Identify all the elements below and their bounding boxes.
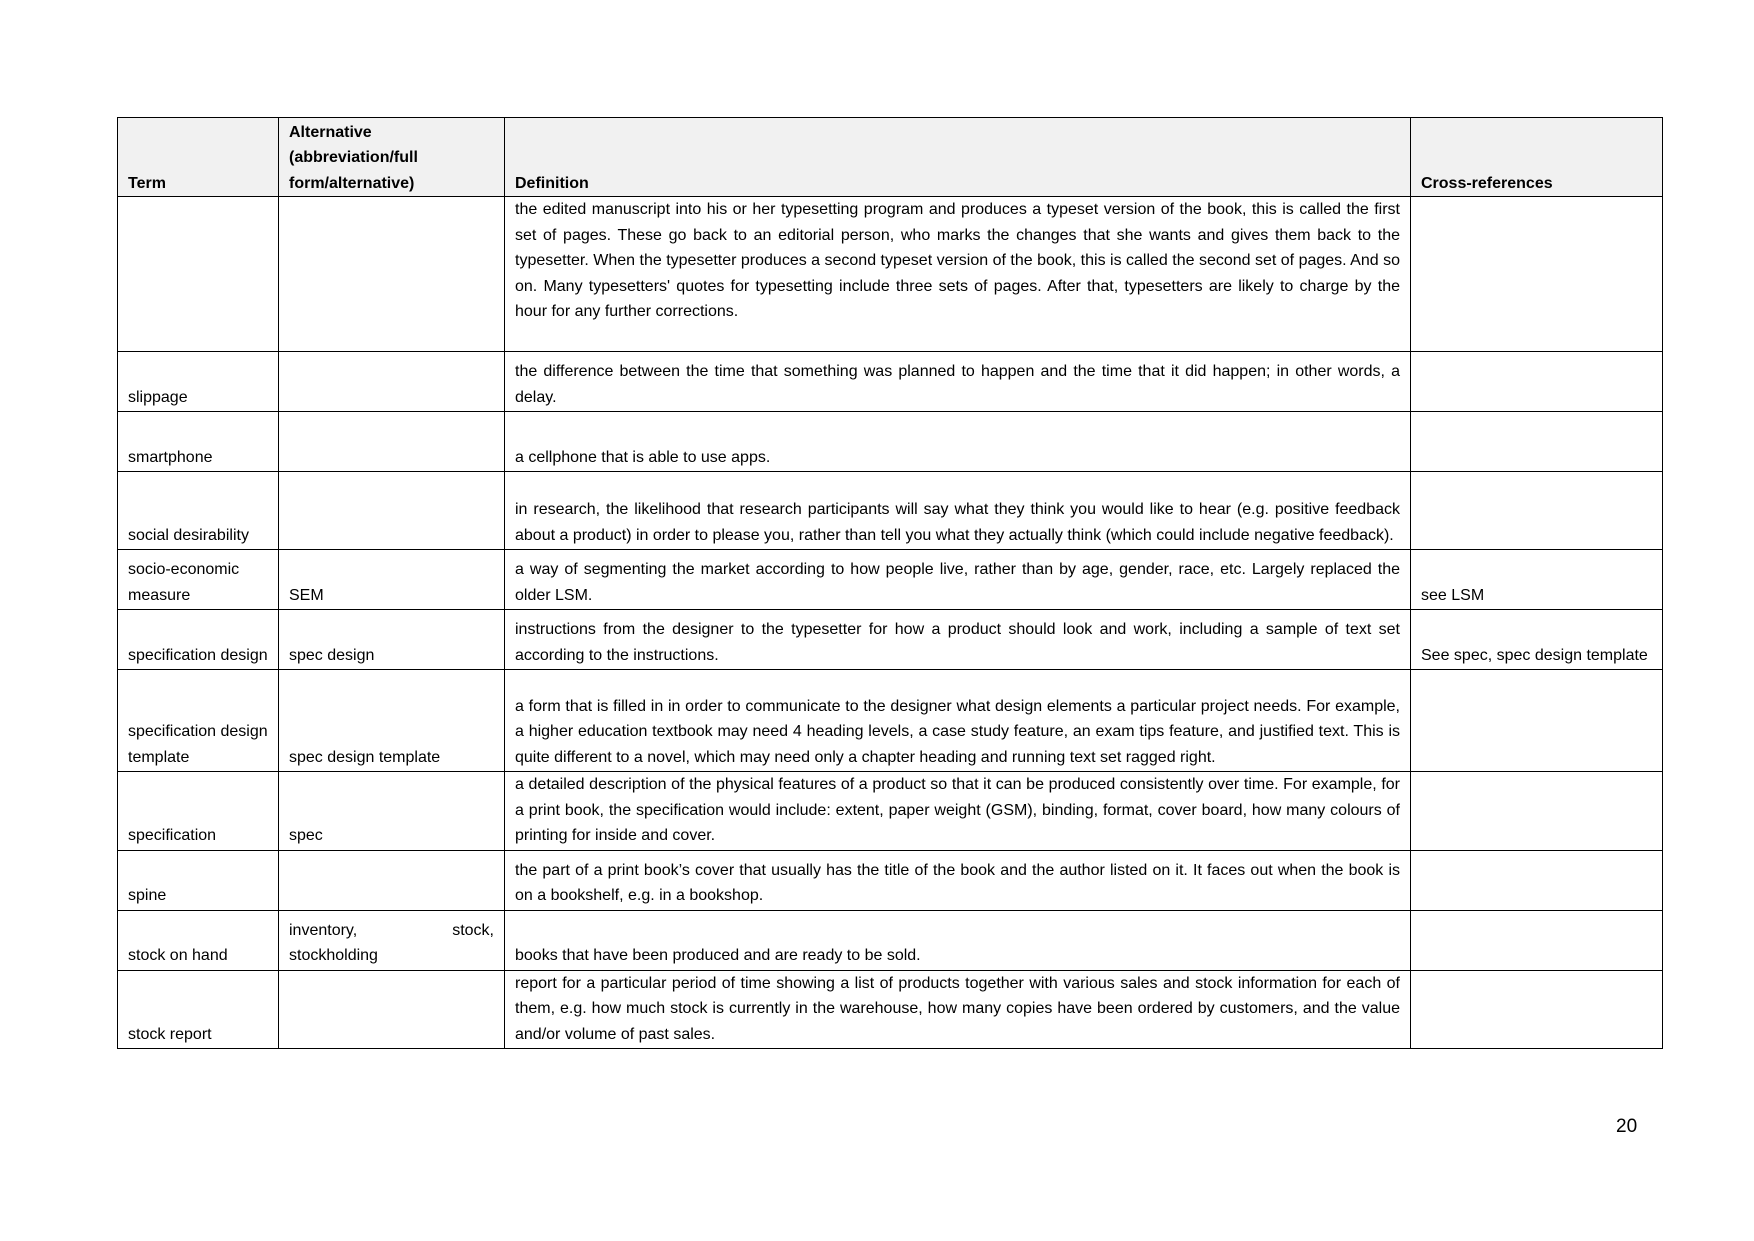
alternative-cell (279, 412, 505, 472)
cross-reference-cell (1411, 472, 1663, 550)
definition-cell: a cellphone that is able to use apps. (505, 412, 1411, 472)
table-row (118, 197, 1663, 352)
glossary-table (117, 117, 1663, 1049)
alternative-cell (279, 850, 505, 910)
cross-reference-cell (1411, 197, 1663, 352)
cross-reference-cell (1411, 970, 1663, 1049)
table-row (118, 772, 1663, 851)
cross-reference-cell (1411, 772, 1663, 851)
term-cell (118, 197, 279, 352)
table-row (118, 412, 1663, 472)
header-definition: Definition (505, 118, 1411, 197)
header-term: Term (118, 118, 279, 197)
alternative-cell: spec design template (279, 670, 505, 772)
alternative-cell (279, 352, 505, 412)
cross-reference-cell (1411, 412, 1663, 472)
definition-cell: the part of a print book’s cover that usually has the title of the book and the author listed on it. It faces out when the book is on a bookshelf, e.g. in a bookshop. (505, 850, 1411, 910)
term-cell: stock on hand (118, 910, 279, 970)
term-cell: specification (118, 772, 279, 851)
cross-reference-cell (1411, 850, 1663, 910)
definition-cell: in research, the likelihood that research participants will say what they think you would like to hear (e.g. positive feedback about a product) in order to please you, rather than tell you what they actually think (which could include negative feedback). (505, 472, 1411, 550)
alternative-cell: inventory, stock, stockholding (279, 910, 505, 970)
definition-cell: instructions from the designer to the typesetter for how a product should look and work, including a sample of text set according to the instructions. (505, 610, 1411, 670)
table-row (118, 550, 1663, 610)
cross-reference-cell (1411, 910, 1663, 970)
term-cell: slippage (118, 352, 279, 412)
alternative-cell: spec design (279, 610, 505, 670)
alternative-cell: spec (279, 772, 505, 851)
page-number: 20 (1616, 1116, 1638, 1137)
definition-cell: report for a particular period of time showing a list of products together with various sales and stock information for each of them, e.g. how much stock is currently in the warehouse, how many copies have been ordered by customers, and the value and/or volume of past sales. (505, 970, 1411, 1049)
definition-cell: the difference between the time that something was planned to happen and the time that it did happen; in other words, a delay. (505, 352, 1411, 412)
table-row (118, 610, 1663, 670)
table-row (118, 352, 1663, 412)
term-cell: spine (118, 850, 279, 910)
cross-reference-cell: see LSM (1411, 550, 1663, 610)
term-cell: social desirability (118, 472, 279, 550)
alternative-cell: SEM (279, 550, 505, 610)
table-row (118, 670, 1663, 772)
term-cell: stock report (118, 970, 279, 1049)
term-cell: specification design (118, 610, 279, 670)
term-cell: socio-economic measure (118, 550, 279, 610)
alternative-cell (279, 472, 505, 550)
table-row (118, 472, 1663, 550)
definition-cell: a way of segmenting the market according to how people live, rather than by age, gender, race, etc. Largely replaced the older LSM. (505, 550, 1411, 610)
table-row (118, 970, 1663, 1049)
header-row (118, 118, 1663, 197)
term-cell: smartphone (118, 412, 279, 472)
cross-reference-cell: See spec, spec design template (1411, 610, 1663, 670)
definition-cell: a form that is filled in in order to communicate to the designer what design elements a particular project needs. For example, a higher education textbook may need 4 heading levels, a case study feature, an exam tips feature, and justified text. This is quite different to a novel, which may need only a chapter heading and running text set ragged right. (505, 670, 1411, 772)
alternative-cell (279, 197, 505, 352)
definition-cell: books that have been produced and are ready to be sold. (505, 910, 1411, 970)
cross-reference-cell (1411, 670, 1663, 772)
table-row (118, 910, 1663, 970)
alternative-cell (279, 970, 505, 1049)
definition-cell: a detailed description of the physical features of a product so that it can be produced consistently over time. For example, for a print book, the specification would include: extent, paper weight (GSM), binding, format, cover board, how many colours of printing for inside and cover. (505, 772, 1411, 851)
definition-cell: the edited manuscript into his or her typesetting program and produces a typeset version of the book, this is called the first set of pages. These go back to an editorial person, who marks the changes that she wants and gives them back to the typesetter. When the typesetter produces a second typeset version of the book, this is called the second set of pages. And so on. Many typesetters' quotes for typesetting include three sets of pages. After that, typesetters are likely to charge by the hour for any further corrections. (505, 197, 1411, 352)
cross-reference-cell (1411, 352, 1663, 412)
header-cross-references: Cross-references (1411, 118, 1663, 197)
header-alternative: Alternative (abbreviation/full form/alternative) (279, 118, 505, 197)
table-row (118, 850, 1663, 910)
term-cell: specification design template (118, 670, 279, 772)
